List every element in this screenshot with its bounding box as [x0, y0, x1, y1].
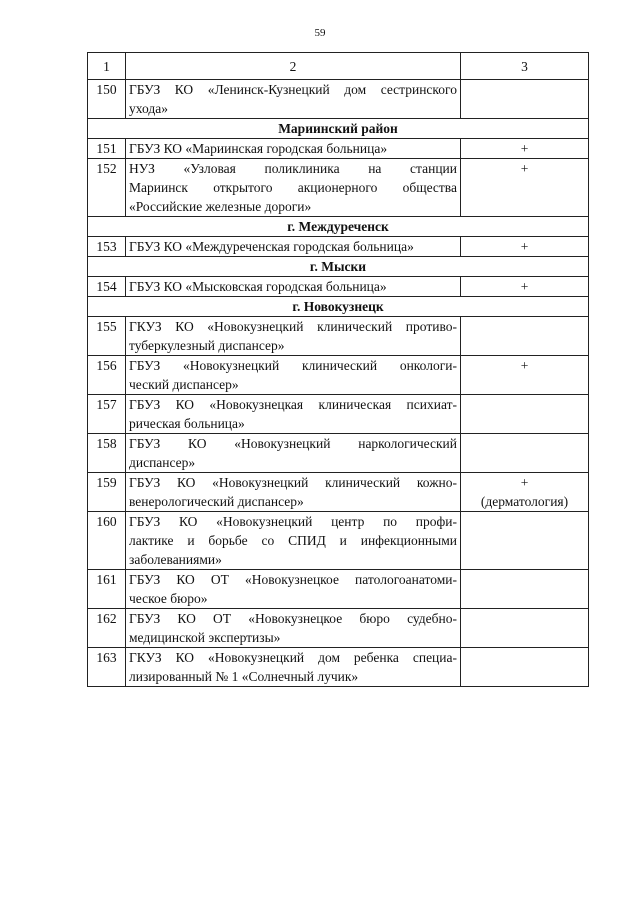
table-row [88, 237, 589, 257]
institution-name-line: лизированный № 1 «Солнечный лучик» [129, 669, 359, 684]
institution-name [126, 317, 461, 356]
mark-cell [461, 277, 589, 297]
mark-cell [461, 159, 589, 217]
table-row [88, 473, 589, 512]
mark-cell [461, 434, 589, 473]
institution-name [126, 237, 461, 257]
mark-cell [461, 80, 589, 119]
mark-cell [461, 356, 589, 395]
mark-cell [461, 609, 589, 648]
section-row [88, 297, 589, 317]
institution-name-line: венерологический диспансер» [129, 494, 304, 509]
table-row [88, 317, 589, 356]
institution-name-line: ГБУЗ КО «Новокузнецкая клиническая психиат- [129, 397, 457, 412]
row-number: 151 [88, 139, 126, 159]
table-row [88, 356, 589, 395]
table-row [88, 609, 589, 648]
row-number: 150 [88, 80, 126, 119]
mark-cell [461, 317, 589, 356]
institution-name-line: ГБУЗ КО «Междуреченская городская больница» [129, 239, 414, 254]
institution-name-line: ГКУЗ КО «Новокузнецкий клинический противо- [129, 319, 457, 334]
table-row [88, 80, 589, 119]
table-row [88, 434, 589, 473]
header-col-2: 2 [126, 53, 461, 80]
plus-mark: + [520, 141, 529, 156]
plus-mark: + [520, 279, 529, 294]
section-title: Мариинский район [88, 119, 589, 139]
header-col-3: 3 [461, 53, 589, 80]
institution-name [126, 356, 461, 395]
header-col-1: 1 [88, 53, 126, 80]
row-number: 153 [88, 237, 126, 257]
institution-name-line: ГБУЗ КО «Мысковская городская больница» [129, 279, 387, 294]
mark-cell [461, 139, 589, 159]
institution-name [126, 139, 461, 159]
institution-name [126, 570, 461, 609]
row-number: 156 [88, 356, 126, 395]
mark-cell [461, 570, 589, 609]
mark-cell [461, 395, 589, 434]
institution-name [126, 80, 461, 119]
institution-name-line: НУЗ «Узловая поликлиника на станции [129, 161, 457, 176]
page-number: 59 [314, 27, 326, 39]
institution-name-line: ГБУЗ КО «Новокузнецкий клинический кожно- [129, 475, 457, 490]
institution-name-line: ческий диспансер» [129, 377, 239, 392]
row-number: 155 [88, 317, 126, 356]
institution-name-line: ГБУЗ КО «Мариинская городская больница» [129, 141, 388, 156]
mark-note: (дерматология) [480, 494, 569, 509]
row-number: 152 [88, 159, 126, 217]
row-number: 162 [88, 609, 126, 648]
institution-name-line: «Российские железные дороги» [129, 199, 312, 214]
section-row [88, 119, 589, 139]
section-row [88, 217, 589, 237]
institution-name [126, 648, 461, 687]
row-number: 157 [88, 395, 126, 434]
mark-cell [461, 237, 589, 257]
institution-name-line: ГБУЗ «Новокузнецкий клинический онкологи- [129, 358, 457, 373]
row-number: 159 [88, 473, 126, 512]
institution-name-line: туберкулезный диспансер» [129, 338, 285, 353]
table-row [88, 395, 589, 434]
institution-name-line: ГКУЗ КО «Новокузнецкий дом ребенка специа- [129, 650, 457, 665]
row-number: 163 [88, 648, 126, 687]
institution-name-line: Мариинск открытого акционерного общества [129, 180, 457, 195]
mark-cell [461, 473, 589, 512]
institution-name [126, 277, 461, 297]
table-row [88, 277, 589, 297]
row-number: 160 [88, 512, 126, 570]
institution-name-line: лактике и борьбе со СПИД и инфекционными [129, 533, 457, 548]
institution-name [126, 609, 461, 648]
institution-name [126, 395, 461, 434]
section-row [88, 257, 589, 277]
institution-name-line: ГБУЗ КО ОТ «Новокузнецкое бюро судебно- [129, 611, 457, 626]
table-row [88, 512, 589, 570]
institution-name-line: рическая больница» [129, 416, 245, 431]
institution-name-line: ГБУЗ КО «Ленинск-Кузнецкий дом сестринского [129, 82, 457, 97]
institution-name-line: ГБУЗ КО «Новокузнецкий наркологический [129, 436, 457, 451]
table-row [88, 139, 589, 159]
institution-name [126, 512, 461, 570]
institution-name-line: ГБУЗ КО ОТ «Новокузнецкое патологоанатоми- [129, 572, 457, 587]
table-row [88, 159, 589, 217]
row-number: 158 [88, 434, 126, 473]
mark-cell [461, 648, 589, 687]
mark-cell [461, 512, 589, 570]
row-number: 161 [88, 570, 126, 609]
row-number: 154 [88, 277, 126, 297]
section-title: г. Междуреченск [88, 217, 589, 237]
table-row [88, 648, 589, 687]
institution-name-line: ГБУЗ КО «Новокузнецкий центр по профи- [129, 514, 457, 529]
table-row [88, 570, 589, 609]
institution-name [126, 159, 461, 217]
section-title: г. Мыски [88, 257, 589, 277]
institution-name-line: медицинской экспертизы» [129, 630, 281, 645]
institution-name-line: ческое бюро» [129, 591, 208, 606]
institution-name [126, 473, 461, 512]
institution-name [126, 434, 461, 473]
institution-name-line: диспансер» [129, 455, 196, 470]
table-header-row [88, 53, 589, 80]
institution-name-line: ухода» [129, 101, 168, 116]
institution-name-line: заболеваниями» [129, 552, 222, 567]
plus-mark: + [520, 358, 529, 373]
section-title: г. Новокузнецк [88, 297, 589, 317]
institutions-table [87, 52, 589, 687]
plus-mark: + [520, 239, 529, 254]
plus-mark: + [520, 475, 529, 490]
plus-mark: + [520, 161, 529, 176]
